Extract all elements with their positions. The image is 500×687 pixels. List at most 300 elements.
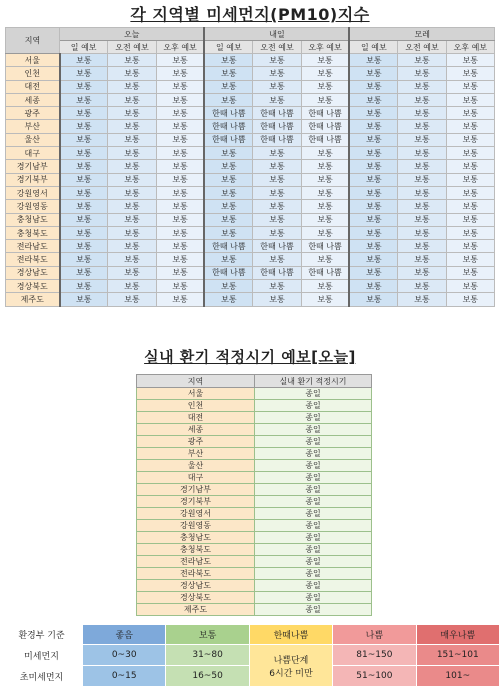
pm-day-tomorrow: 내일 [204,28,349,41]
pm-forecast-cell: 보통 [60,107,108,120]
pm-table-row [6,266,495,279]
pm-forecast-cell: 보통 [204,213,252,226]
pm-table-row [6,147,495,160]
pm-forecast-cell: 보통 [446,280,494,293]
pm-forecast-cell: 보통 [204,186,252,199]
pm-forecast-cell: 보통 [446,93,494,106]
pm-forecast-cell: 보통 [204,253,252,266]
standard-legend-table [0,624,500,687]
pm-forecast-cell: 보통 [301,160,349,173]
legend-pm25-label: 초미세먼지 [1,666,83,687]
pm-forecast-cell: 보통 [108,107,156,120]
pm-forecast-cell: 보통 [301,147,349,160]
pm-forecast-cell: 보통 [301,226,349,239]
pm-region-cell: 대구 [6,147,60,160]
pm-table-row [6,93,495,106]
pm-forecast-cell: 보통 [60,240,108,253]
pm-forecast-cell: 보통 [108,213,156,226]
legend-pm25-normal: 16~50 [166,666,249,687]
pm-table-row [6,200,495,213]
pm-table-row [6,54,495,67]
pm-forecast-cell: 보통 [349,240,397,253]
pm-forecast-cell: 보통 [349,120,397,133]
pm-table-row [6,240,495,253]
pm-day-after-tomorrow: 모레 [349,28,494,41]
legend-level-sometimes-bad: 한때나쁨 [249,625,332,645]
pm-subheader: 오후 예보 [301,41,349,54]
vent-region-cell: 충청북도 [137,544,255,556]
vent-time-cell: 종일 [255,436,372,448]
pm-forecast-cell: 보통 [349,133,397,146]
vent-time-cell: 종일 [255,580,372,592]
pm-forecast-cell: 보통 [398,80,446,93]
pm-forecast-cell: 보통 [253,186,301,199]
pm10-forecast-table [5,27,495,307]
vent-region-cell: 강원영동 [137,520,255,532]
pm-region-cell: 충청남도 [6,213,60,226]
pm-region-cell: 인천 [6,67,60,80]
pm-forecast-cell: 보통 [446,160,494,173]
pm-forecast-cell: 보통 [253,80,301,93]
pm-forecast-cell: 보통 [446,253,494,266]
pm-forecast-cell: 보통 [60,200,108,213]
pm-forecast-cell: 보통 [398,213,446,226]
pm-forecast-cell: 보통 [253,280,301,293]
pm-forecast-cell: 보통 [108,173,156,186]
legend-level-bad: 나쁨 [333,625,416,645]
vent-time-cell: 종일 [255,544,372,556]
pm-forecast-cell: 보통 [108,266,156,279]
pm-forecast-cell: 보통 [204,280,252,293]
pm-forecast-cell: 보통 [60,173,108,186]
vent-table-row [137,448,372,460]
pm-forecast-cell: 보통 [156,266,204,279]
pm-region-cell: 울산 [6,133,60,146]
pm-forecast-cell: 한때 나쁨 [253,266,301,279]
pm-forecast-cell: 보통 [349,186,397,199]
pm-forecast-cell: 보통 [301,200,349,213]
pm-forecast-cell: 보통 [108,200,156,213]
pm-forecast-cell: 한때 나쁨 [301,107,349,120]
vent-table-row [137,520,372,532]
vent-time-cell: 종일 [255,412,372,424]
vent-table-row [137,388,372,400]
pm-forecast-cell: 보통 [398,160,446,173]
pm-forecast-cell: 보통 [301,186,349,199]
pm-forecast-cell: 보통 [446,200,494,213]
vent-table-row [137,568,372,580]
pm-forecast-cell: 한때 나쁨 [204,120,252,133]
pm-region-cell: 서울 [6,54,60,67]
pm-forecast-cell: 보통 [446,213,494,226]
pm-table-row [6,160,495,173]
legend-pm10-good: 0~30 [83,645,166,666]
pm-table-row [6,67,495,80]
pm-day-header-row [6,28,495,41]
pm-forecast-cell: 보통 [398,226,446,239]
vent-time-cell: 종일 [255,388,372,400]
pm-table-row [6,186,495,199]
pm-forecast-cell: 보통 [108,293,156,306]
pm-forecast-cell: 보통 [108,80,156,93]
pm-forecast-cell: 보통 [398,173,446,186]
pm-forecast-cell: 보통 [60,80,108,93]
pm-forecast-cell: 보통 [60,54,108,67]
vent-time-cell: 종일 [255,496,372,508]
pm-forecast-cell: 보통 [349,160,397,173]
pm-forecast-cell: 보통 [108,160,156,173]
legend-pm25-row [1,666,500,687]
pm-forecast-cell: 보통 [446,133,494,146]
pm-subheader: 오전 예보 [108,41,156,54]
legend-level-normal: 보통 [166,625,249,645]
pm-forecast-cell: 보통 [349,226,397,239]
vent-region-cell: 경기남부 [137,484,255,496]
pm-forecast-cell: 보통 [349,147,397,160]
pm-forecast-cell: 보통 [156,147,204,160]
pm-forecast-cell: 보통 [446,80,494,93]
pm-forecast-cell: 보통 [446,173,494,186]
pm-forecast-cell: 한때 나쁨 [253,107,301,120]
pm-forecast-cell: 한때 나쁨 [253,120,301,133]
pm-forecast-cell: 보통 [156,240,204,253]
pm-forecast-cell: 보통 [108,133,156,146]
vent-region-cell: 대구 [137,472,255,484]
pm-region-header: 지역 [6,28,60,54]
pm-forecast-cell: 보통 [108,147,156,160]
pm-forecast-cell: 보통 [446,147,494,160]
pm-forecast-cell: 보통 [156,213,204,226]
vent-region-cell: 광주 [137,436,255,448]
pm-forecast-cell: 보통 [108,226,156,239]
pm-day-today: 오늘 [60,28,205,41]
legend-level-good: 좋음 [83,625,166,645]
vent-region-cell: 인천 [137,400,255,412]
pm-forecast-cell: 보통 [108,93,156,106]
pm-forecast-cell: 보통 [301,213,349,226]
pm-region-cell: 전라남도 [6,240,60,253]
pm-forecast-cell: 보통 [253,54,301,67]
vent-table-row [137,400,372,412]
pm-forecast-cell: 보통 [349,67,397,80]
pm-forecast-cell: 보통 [398,293,446,306]
vent-region-cell: 전라북도 [137,568,255,580]
vent-region-header: 지역 [137,375,255,388]
vent-table-row [137,424,372,436]
legend-header-row [1,625,500,645]
pm-forecast-cell: 보통 [204,147,252,160]
pm-forecast-cell: 보통 [398,93,446,106]
pm-forecast-cell: 보통 [108,67,156,80]
pm-forecast-cell: 보통 [156,54,204,67]
pm-forecast-cell: 보통 [60,120,108,133]
pm-forecast-cell: 보통 [349,200,397,213]
pm-region-cell: 전라북도 [6,253,60,266]
vent-time-cell: 종일 [255,592,372,604]
pm-forecast-cell: 보통 [60,266,108,279]
pm-forecast-cell: 보통 [204,173,252,186]
pm-forecast-cell: 보통 [398,107,446,120]
legend-pm10-very-bad: 151~101 [416,645,499,666]
pm-forecast-cell: 보통 [253,226,301,239]
pm-forecast-cell: 한때 나쁨 [204,266,252,279]
pm-forecast-cell: 보통 [204,226,252,239]
pm-forecast-cell: 한때 나쁨 [204,240,252,253]
pm-forecast-cell: 보통 [301,253,349,266]
pm-forecast-cell: 보통 [301,173,349,186]
pm-region-cell: 세종 [6,93,60,106]
pm-forecast-cell: 보통 [60,186,108,199]
pm-forecast-cell: 보통 [446,226,494,239]
pm-table-row [6,120,495,133]
pm-forecast-cell: 보통 [204,80,252,93]
pm-forecast-cell: 보통 [253,147,301,160]
pm-forecast-cell: 보통 [204,200,252,213]
pm-forecast-cell: 보통 [60,293,108,306]
legend-sensitive-note-1: 나쁨단계 [249,645,332,666]
pm-subheader: 일 예보 [60,41,108,54]
pm-region-cell: 경상북도 [6,280,60,293]
vent-table-row [137,532,372,544]
pm-forecast-cell: 보통 [446,107,494,120]
pm-forecast-cell: 보통 [446,54,494,67]
pm-forecast-cell: 한때 나쁨 [253,240,301,253]
pm-forecast-cell: 보통 [204,93,252,106]
vent-time-cell: 종일 [255,520,372,532]
vent-time-cell: 종일 [255,556,372,568]
legend-pm25-bad: 51~100 [333,666,416,687]
vent-region-cell: 제주도 [137,604,255,616]
pm-title: 각 지역별 미세먼지(PM10)지수 [130,5,370,24]
pm-forecast-cell: 보통 [60,133,108,146]
pm-forecast-cell: 한때 나쁨 [204,107,252,120]
pm-forecast-cell: 보통 [156,280,204,293]
pm-forecast-cell: 보통 [60,147,108,160]
pm-region-cell: 경기북부 [6,173,60,186]
vent-time-cell: 종일 [255,532,372,544]
pm-region-cell: 충청북도 [6,226,60,239]
vent-table-row [137,496,372,508]
pm-forecast-cell: 보통 [108,120,156,133]
pm-forecast-cell: 보통 [156,253,204,266]
pm-forecast-cell: 보통 [108,280,156,293]
pm-forecast-cell: 보통 [398,67,446,80]
vent-region-cell: 서울 [137,388,255,400]
vent-region-cell: 강원영서 [137,508,255,520]
legend-pm25-good: 0~15 [83,666,166,687]
pm-forecast-cell: 보통 [156,93,204,106]
pm-forecast-cell: 보통 [301,67,349,80]
pm-region-cell: 대전 [6,80,60,93]
pm-subheader: 오후 예보 [156,41,204,54]
legend-pm10-label: 미세먼지 [1,645,83,666]
pm-forecast-cell: 보통 [349,54,397,67]
legend-level-very-bad: 매우나쁨 [416,625,499,645]
pm-forecast-cell: 보통 [398,133,446,146]
pm-region-cell: 부산 [6,120,60,133]
legend-sensitive-note-2: 6시간 미만 [249,666,332,687]
vent-region-cell: 전라남도 [137,556,255,568]
vent-table-row [137,592,372,604]
pm-forecast-cell: 보통 [301,293,349,306]
pm-table-row [6,226,495,239]
vent-region-cell: 울산 [137,460,255,472]
ventilation-table [136,374,372,616]
pm-forecast-cell: 보통 [398,240,446,253]
pm-forecast-cell: 보통 [156,293,204,306]
pm-forecast-cell: 보통 [349,293,397,306]
pm-forecast-cell: 보통 [253,293,301,306]
pm-forecast-cell: 보통 [253,93,301,106]
pm-forecast-cell: 보통 [156,160,204,173]
pm-forecast-cell: 보통 [156,133,204,146]
pm-forecast-cell: 보통 [108,240,156,253]
vent-table-row [137,604,372,616]
pm-forecast-cell: 보통 [60,67,108,80]
vent-time-cell: 종일 [255,604,372,616]
pm-forecast-cell: 보통 [108,54,156,67]
vent-time-cell: 종일 [255,400,372,412]
pm-forecast-cell: 보통 [204,160,252,173]
pm-forecast-cell: 보통 [253,173,301,186]
vent-table-row [137,508,372,520]
vent-table-row [137,472,372,484]
pm-region-cell: 광주 [6,107,60,120]
vent-time-header: 실내 환기 적정시기 [255,375,372,388]
vent-region-cell: 대전 [137,412,255,424]
pm-table-row [6,280,495,293]
pm-table-row [6,253,495,266]
pm-forecast-cell: 한때 나쁨 [301,133,349,146]
pm-forecast-cell: 보통 [108,186,156,199]
pm-forecast-cell: 보통 [60,160,108,173]
legend-pm10-normal: 31~80 [166,645,249,666]
pm-region-cell: 경상남도 [6,266,60,279]
vent-time-cell: 종일 [255,508,372,520]
pm-forecast-cell: 보통 [398,280,446,293]
vent-region-cell: 경상북도 [137,592,255,604]
pm-forecast-cell: 보통 [301,280,349,293]
pm-forecast-cell: 보통 [253,253,301,266]
vent-table-row [137,484,372,496]
pm-forecast-cell: 보통 [156,67,204,80]
pm-forecast-cell: 보통 [446,240,494,253]
pm-forecast-cell: 보통 [349,80,397,93]
vent-table-row [137,580,372,592]
pm-forecast-cell: 보통 [60,213,108,226]
pm-forecast-cell: 한때 나쁨 [204,133,252,146]
pm-forecast-cell: 보통 [398,54,446,67]
pm-forecast-cell: 보통 [156,80,204,93]
pm-forecast-cell: 보통 [349,107,397,120]
pm-subheader: 일 예보 [204,41,252,54]
pm-forecast-cell: 보통 [108,253,156,266]
pm-forecast-cell: 보통 [398,253,446,266]
pm-subheader: 일 예보 [349,41,397,54]
pm-forecast-cell: 보통 [446,186,494,199]
pm-table-row [6,107,495,120]
pm-forecast-cell: 보통 [253,67,301,80]
legend-standard-label: 환경부 기준 [1,625,83,645]
pm-forecast-cell: 보통 [349,213,397,226]
pm-forecast-cell: 보통 [349,253,397,266]
pm-forecast-cell: 보통 [301,93,349,106]
pm-forecast-cell: 한때 나쁨 [301,240,349,253]
vent-time-cell: 종일 [255,424,372,436]
pm-subheader: 오후 예보 [446,41,494,54]
pm-table-row [6,173,495,186]
pm-forecast-cell: 보통 [446,67,494,80]
pm-forecast-cell: 보통 [349,280,397,293]
pm-region-cell: 경기남부 [6,160,60,173]
pm-table-row [6,133,495,146]
vent-table-row [137,412,372,424]
pm-subheader-row [6,41,495,54]
pm-region-cell: 강원영서 [6,186,60,199]
pm-table-row [6,80,495,93]
legend-pm25-very-bad: 101~ [416,666,499,687]
vent-table-row [137,460,372,472]
vent-time-cell: 종일 [255,472,372,484]
pm-forecast-cell: 보통 [156,226,204,239]
vent-time-cell: 종일 [255,568,372,580]
pm-forecast-cell: 보통 [446,266,494,279]
pm-forecast-cell: 보통 [398,147,446,160]
pm-forecast-cell: 보통 [253,200,301,213]
pm-forecast-cell: 보통 [60,93,108,106]
pm-forecast-cell: 보통 [60,253,108,266]
pm-forecast-cell: 보통 [349,266,397,279]
pm-forecast-cell: 보통 [204,293,252,306]
vent-time-cell: 종일 [255,460,372,472]
pm-region-cell: 강원영동 [6,200,60,213]
pm-forecast-cell: 보통 [398,266,446,279]
pm-forecast-cell: 보통 [398,186,446,199]
vent-region-cell: 부산 [137,448,255,460]
pm-forecast-cell: 보통 [156,173,204,186]
pm-forecast-cell: 보통 [156,107,204,120]
pm-forecast-cell: 한때 나쁨 [253,133,301,146]
pm-forecast-cell: 한때 나쁨 [301,120,349,133]
vent-region-cell: 세종 [137,424,255,436]
pm-forecast-cell: 보통 [301,80,349,93]
vent-time-cell: 종일 [255,484,372,496]
pm-region-cell: 제주도 [6,293,60,306]
pm-forecast-cell: 보통 [349,93,397,106]
vent-region-cell: 경기북부 [137,496,255,508]
pm-forecast-cell: 보통 [349,173,397,186]
vent-time-cell: 종일 [255,448,372,460]
pm-subheader: 오전 예보 [398,41,446,54]
vent-region-cell: 경상남도 [137,580,255,592]
ventilation-title: 실내 환기 적정시기 예보[오늘] [144,348,356,366]
pm-forecast-cell: 보통 [204,67,252,80]
vent-region-cell: 충청남도 [137,532,255,544]
vent-table-row [137,544,372,556]
vent-header-row [137,375,372,388]
pm-forecast-cell: 보통 [156,120,204,133]
pm-forecast-cell: 보통 [446,120,494,133]
pm-forecast-cell: 보통 [253,213,301,226]
pm-subheader: 오전 예보 [253,41,301,54]
pm-table-row [6,213,495,226]
pm-forecast-cell: 보통 [156,186,204,199]
pm-forecast-cell: 보통 [60,280,108,293]
pm-forecast-cell: 보통 [446,293,494,306]
pm-forecast-cell: 한때 나쁨 [301,266,349,279]
pm-forecast-cell: 보통 [398,200,446,213]
pm-forecast-cell: 보통 [253,160,301,173]
